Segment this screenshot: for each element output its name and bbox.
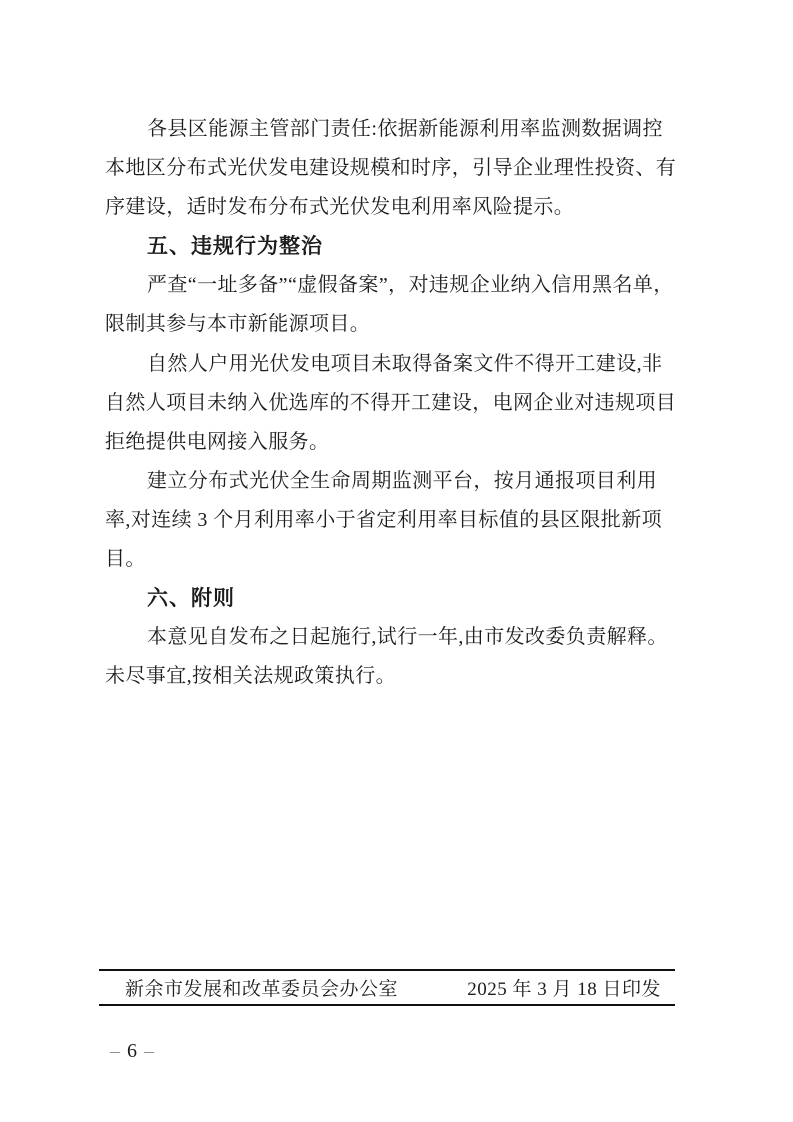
colophon — [99, 969, 675, 1006]
page-number-dash-left: – — [110, 1040, 121, 1062]
text-line: 未尽事宜,按相关法规政策执行。 — [105, 665, 396, 688]
section-heading: 五、违规行为整治 — [147, 235, 323, 259]
print-date: 2025 年 3 月 18 日印发 — [467, 979, 661, 1000]
text-line: 序建设，适时发布分布式光伏发电利用率风险提示。 — [105, 196, 575, 219]
text-line: 自然人户用光伏发电项目未取得备案文件不得开工建设,非 — [147, 352, 663, 375]
text-line: 建立分布式光伏全生命周期监测平台，按月通报项目利用 — [147, 469, 657, 492]
text-line: 目。 — [105, 548, 146, 571]
section-heading: 六、附则 — [147, 587, 235, 611]
text-line: 限制其参与本市新能源项目。 — [105, 313, 371, 336]
page-number-value: 6 — [127, 1040, 138, 1062]
document-body — [105, 110, 697, 696]
page-number-dash-right: – — [144, 1040, 155, 1062]
text-line: 拒绝提供电网接入服务。 — [105, 430, 330, 453]
text-line: 严查“一址多备”“虚假备案”，对违规企业纳入信用黑名单， — [147, 274, 674, 297]
issuer-name: 新余市发展和改革委员会办公室 — [125, 979, 399, 1000]
page-number — [104, 1040, 161, 1063]
text-line: 本意见自发布之日起施行,试行一年,由市发改委负责解释。 — [147, 626, 668, 649]
text-line: 各县区能源主管部门责任:依据新能源利用率监测数据调控 — [147, 118, 663, 140]
text-line: 自然人项目未纳入优选库的不得开工建设，电网企业对违规项目 — [105, 391, 677, 414]
text-line: 率,对连续 3 个月利用率小于省定利用率目标值的县区限批新项 — [105, 508, 662, 531]
text-line: 本地区分布式光伏发电建设规模和时序，引导企业理性投资、有 — [105, 157, 677, 180]
